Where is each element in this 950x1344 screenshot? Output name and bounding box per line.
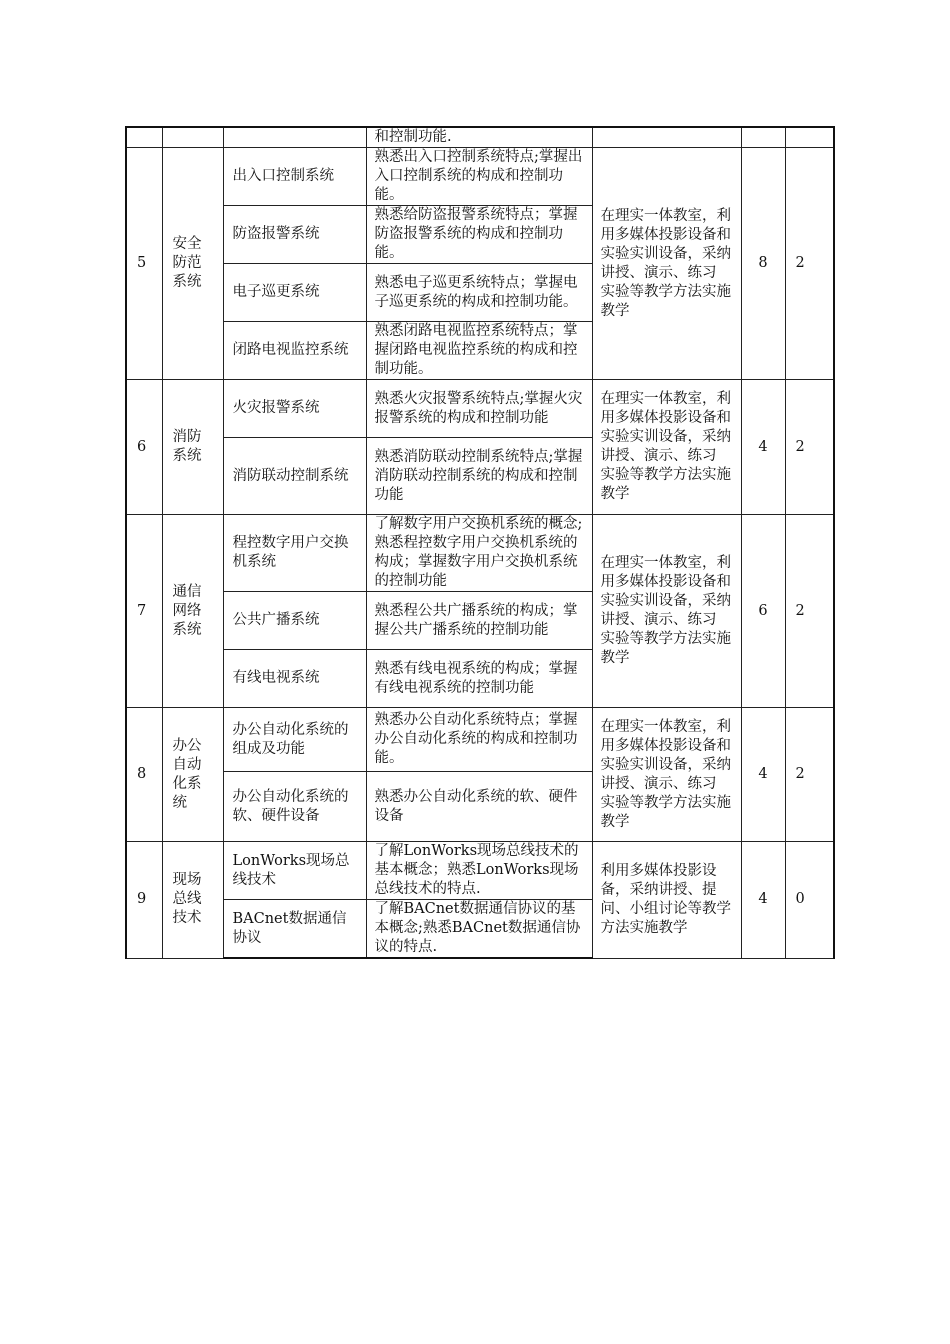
table-row: [126, 708, 834, 772]
table-row: [126, 842, 834, 900]
teaching-method: 在理实一体教室，利用多媒体投影设备和实验实训设备，采纳讲授、演示、练习 实验等教学方法实施教学: [592, 148, 741, 380]
module-name: 办公自动化系统: [162, 708, 223, 842]
topic-content: 了解数字用户交换机系统的概念;熟悉程控数字用户交换机系统的构成；掌握数字用户交换机系统的控制功能: [366, 515, 592, 592]
module-name: 现场总线技术: [162, 842, 223, 959]
topic-content: 熟悉办公自动化系统的软、硬件设备: [366, 772, 592, 842]
teaching-method: 在理实一体教室，利用多媒体投影设备和实验实训设备，采纳讲授、演示、练习 实验等教学方法实施教学: [592, 380, 741, 515]
content-cell: 和控制功能.: [366, 127, 592, 148]
module-cell: [162, 127, 223, 148]
topic-name: 出入口控制系统: [223, 148, 366, 206]
section-number: 7: [126, 515, 162, 708]
topic-content: 熟悉电子巡更系统特点；掌握电子巡更系统的构成和控制功能。: [366, 264, 592, 322]
section-number: 8: [126, 708, 162, 842]
hours-total: 4: [741, 380, 785, 515]
module-name: 消防系统: [162, 380, 223, 515]
hours-practice: 2: [785, 380, 834, 515]
topic-name: 有线电视系统: [223, 650, 366, 708]
topic-name: LonWorks现场总线技术: [223, 842, 366, 900]
topic-name: 消防联动控制系统: [223, 438, 366, 515]
topic-name: 电子巡更系统: [223, 264, 366, 322]
module-name: 通信网络系统: [162, 515, 223, 708]
hours-total: 4: [741, 842, 785, 959]
method-cell: [592, 127, 741, 148]
hours-practice: 2: [785, 515, 834, 708]
topic-content: 熟悉程公共广播系统的构成；掌握公共广播系统的控制功能: [366, 592, 592, 650]
topic-content: 熟悉火灾报警系统特点;掌握火灾报警系统的构成和控制功能: [366, 380, 592, 438]
no-cell: [126, 127, 162, 148]
topic-content: 熟悉闭路电视监控系统特点；掌握闭路电视监控系统的构成和控制功能。: [366, 322, 592, 380]
hours-total: 8: [741, 148, 785, 380]
topic-cell: [223, 127, 366, 148]
module-name: 安全防范系统: [162, 148, 223, 380]
topic-name: 防盗报警系统: [223, 206, 366, 264]
teaching-method: 在理实一体教室，利用多媒体投影设备和实验实训设备，采纳讲授、演示、练习 实验等教学方法实施教学: [592, 515, 741, 708]
hours-total: 6: [741, 515, 785, 708]
table-row: [126, 380, 834, 438]
topic-content: 了解BACnet数据通信协议的基本概念;熟悉BACnet数据通信协议的特点.: [366, 900, 592, 959]
topic-name: 火灾报警系统: [223, 380, 366, 438]
teaching-method: 利用多媒体投影设备，采纳讲授、提问、小组讨论等教学方法实施教学: [592, 842, 741, 959]
topic-content: 了解LonWorks现场总线技术的基本概念；熟悉LonWorks现场总线技术的特点.: [366, 842, 592, 900]
topic-content: 熟悉有线电视系统的构成；掌握有线电视系统的控制功能: [366, 650, 592, 708]
topic-name: BACnet数据通信协议: [223, 900, 366, 959]
topic-name: 办公自动化系统的软、硬件设备: [223, 772, 366, 842]
hours-total-cell: [741, 127, 785, 148]
hours-practice: 0: [785, 842, 834, 959]
topic-name: 闭路电视监控系统: [223, 322, 366, 380]
section-number: 6: [126, 380, 162, 515]
carryover-row: [126, 127, 834, 148]
hours-total: 4: [741, 708, 785, 842]
hours-practice: 2: [785, 148, 834, 380]
section-number: 5: [126, 148, 162, 380]
topic-name: 公共广播系统: [223, 592, 366, 650]
hours-practice: 2: [785, 708, 834, 842]
table-row: [126, 148, 834, 206]
table-row: [126, 515, 834, 592]
topic-content: 熟悉出入口控制系统特点;掌握出入口控制系统的构成和控制功能。: [366, 148, 592, 206]
teaching-method: 在理实一体教室，利用多媒体投影设备和实验实训设备，采纳讲授、演示、练习 实验等教学方法实施教学: [592, 708, 741, 842]
topic-content: 熟悉办公自动化系统特点；掌握办公自动化系统的构成和控制功能。: [366, 708, 592, 772]
hours-practice-cell: [785, 127, 834, 148]
section-number: 9: [126, 842, 162, 959]
topic-name: 程控数字用户交换机系统: [223, 515, 366, 592]
topic-name: 办公自动化系统的组成及功能: [223, 708, 366, 772]
curriculum-table: [125, 126, 835, 959]
topic-content: 熟悉消防联动控制系统特点;掌握消防联动控制系统的构成和控制功能: [366, 438, 592, 515]
topic-content: 熟悉给防盗报警系统特点；掌握防盗报警系统的构成和控制功能。: [366, 206, 592, 264]
